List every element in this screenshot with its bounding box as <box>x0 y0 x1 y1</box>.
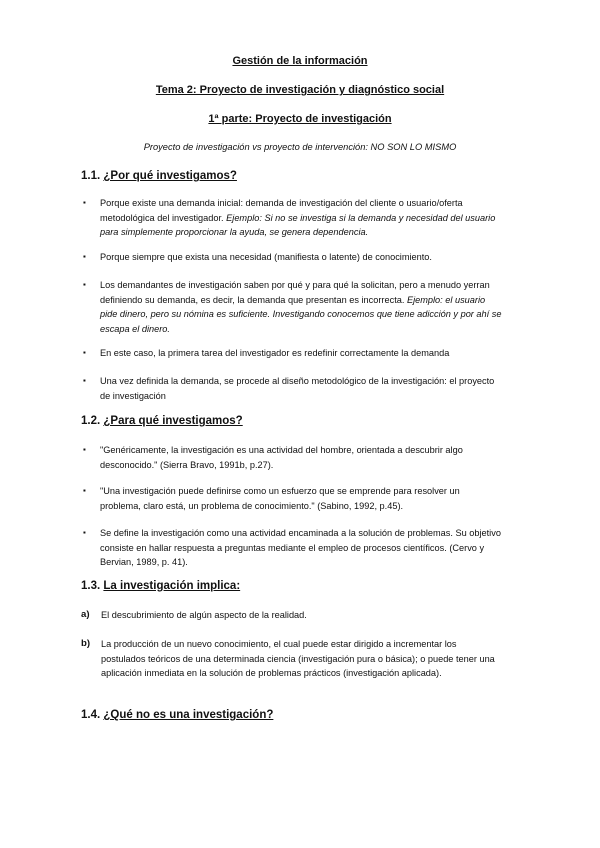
bullet-icon: ▪ <box>83 445 86 454</box>
subtitle-note: Proyecto de investigación vs proyecto de intervención: NO SON LO MISMO <box>143 142 457 152</box>
bullet-text: Los demandantes de investigación saben por qué y para qué la solicitan, pero a menudo yerran definiendo su demanda, es decir, la demanda que presentan es incorrecta. <box>100 280 490 305</box>
section-number: 1.3. <box>81 580 101 592</box>
section-heading-1-3 <box>81 580 240 592</box>
bullet-icon: ▪ <box>83 280 86 289</box>
section-heading-1-1 <box>81 170 237 182</box>
list-item <box>83 346 503 361</box>
bullet-text: Se define la investigación como una actividad encaminada a la solución de problemas. Su objetivo consiste en hallar respuesta a preguntas mediante el empleo de procesos científicos. (Cervo y Bervian, 1989, p. 41). <box>100 528 501 568</box>
bullet-icon: ▪ <box>83 348 86 357</box>
bullet-text: Una vez definida la demanda, se procede al diseño metodológico de la investigación: el proyecto de investigación <box>100 376 495 401</box>
list-item <box>83 196 503 240</box>
bullet-example: Ejemplo: Si no se investiga si la demanda y necesidad del usuario para simplemente proporcionar la ayuda, se genera dependencia. <box>100 212 496 238</box>
list-item <box>83 484 503 513</box>
item-text: El descubrimiento de algún aspecto de la realidad. <box>101 610 307 620</box>
section-heading-1-4 <box>81 709 273 721</box>
item-label: a) <box>81 609 90 620</box>
document-title: Gestión de la información <box>232 55 368 67</box>
item-label: b) <box>81 638 91 649</box>
topic-title: Tema 2: Proyecto de investigación y diagnóstico social <box>155 84 445 96</box>
item-text: La producción de un nuevo conocimiento, el cual puede estar dirigido a incrementar los postulados teóricos de una determinada ciencia (investigación pura o básica); o puede tener una aplicación inmediata en la solución de problemas prácticos (investigación aplicada). <box>101 639 495 679</box>
section-number: 1.2. <box>81 415 101 427</box>
section-title: ¿Qué no es una investigación? <box>103 709 274 721</box>
list-item <box>83 278 503 336</box>
bullet-text: "Una investigación puede definirse como un esfuerzo que se emprende para resolver un problema, claro está, un problema de conocimiento." (Sabino, 1992, p.45). <box>100 486 460 511</box>
list-item <box>81 608 501 623</box>
bullet-text: Porque siempre que exista una necesidad (manifiesta o latente) de conocimiento. <box>100 252 432 262</box>
section-number: 1.4. <box>81 709 101 721</box>
bullet-text: Porque existe una demanda inicial: demanda de investigación del cliente o usuario/oferta metodológica del investigador. <box>100 198 463 223</box>
section-number: 1.1. <box>81 170 101 182</box>
list-item <box>83 250 503 265</box>
bullet-text: En este caso, la primera tarea del investigador es redefinir correctamente la demanda <box>100 348 450 358</box>
bullet-icon: ▪ <box>83 528 86 537</box>
section-title: ¿Para qué investigamos? <box>103 415 243 427</box>
list-item <box>83 526 503 570</box>
section-title: ¿Por qué investigamos? <box>103 170 237 182</box>
list-item <box>83 443 503 472</box>
section-title: La investigación implica: <box>103 580 241 592</box>
bullet-example: Ejemplo: el usuario pide dinero, pero su nómina es suficiente. Investigando conocemos que tiene adicción y por ahí se escapa el dinero. <box>100 294 502 334</box>
bullet-icon: ▪ <box>83 252 86 261</box>
part-title: 1ª parte: Proyecto de investigación <box>208 113 392 125</box>
section-heading-1-2 <box>81 415 243 427</box>
list-item <box>83 374 503 403</box>
bullet-icon: ▪ <box>83 486 86 495</box>
bullet-icon: ▪ <box>83 376 86 385</box>
list-item <box>81 637 501 681</box>
bullet-text: "Genéricamente, la investigación es una actividad del hombre, orientada a descubrir algo desconocido." (Sierra Bravo, 1991b, p.27). <box>100 445 463 470</box>
bullet-icon: ▪ <box>83 198 86 207</box>
